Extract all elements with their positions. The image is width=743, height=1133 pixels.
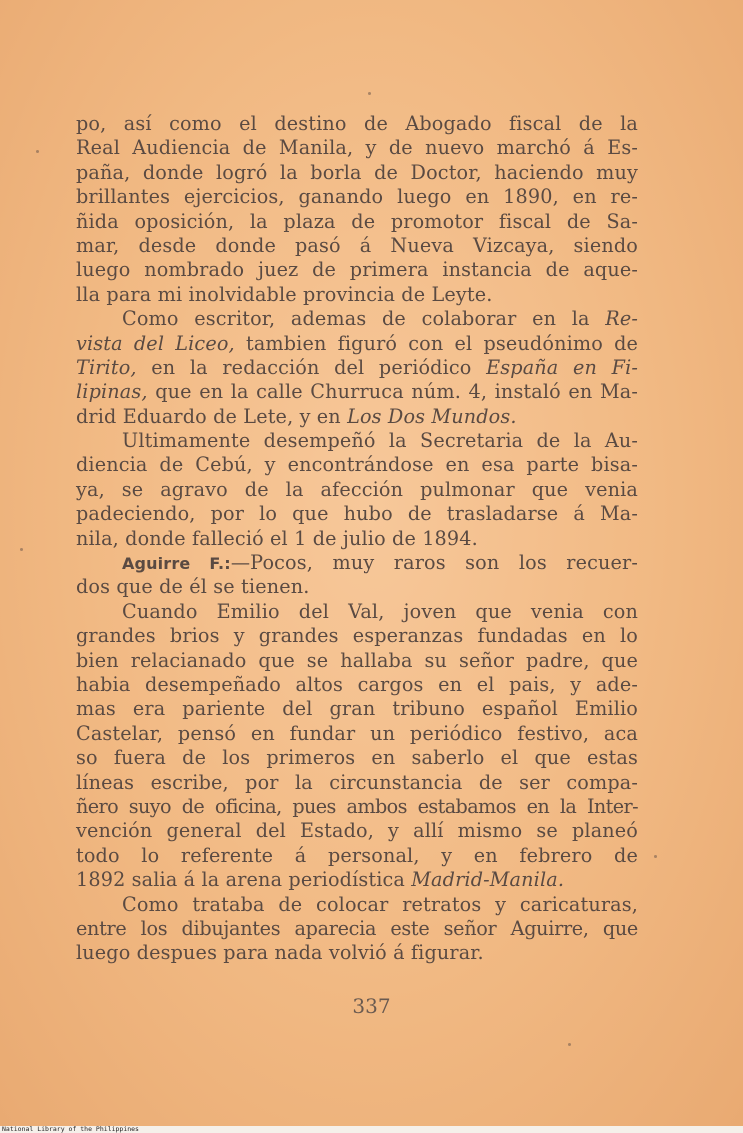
text-line: lla para mi inolvidable provincia de Leyte.: [76, 282, 493, 306]
text-line: mas era pariente del gran tribuno español Emilio: [76, 697, 638, 721]
text-line: brillantes ejercicios, ganando luego en 1890, en re-: [76, 185, 638, 209]
text-line: mar, desde donde pasó á Nueva Vizcaya, siendo: [76, 233, 638, 257]
text-line: Castelar, pensó en fundar un periódico festivo, aca: [76, 721, 638, 745]
text-line: todo lo referente á personal, y en febrero de: [76, 843, 638, 867]
text-line: Tirito, en la redacción del periódico España en Fi-: [76, 355, 639, 379]
text-line: ñida oposición, la plaza de promotor fiscal de Sa-: [76, 209, 638, 233]
text-line: po, así como el destino de Abogado fiscal de la: [76, 112, 638, 135]
text-line: nila, donde falleció el 1 de julio de 1894.: [76, 526, 478, 550]
body-text: [76, 112, 638, 966]
text-line: bien relacianado que se hallaba su señor padre, que: [76, 648, 638, 672]
entry-heading: Aguirre F.:: [122, 554, 231, 574]
text-line: ya, se agravo de la afección pulmonar que venia: [76, 477, 638, 501]
text-line: líneas escribe, por la circunstancia de ser compa-: [76, 770, 638, 794]
text-line: vista del Liceo, tambien figuró con el pseudónimo de: [76, 331, 639, 355]
text-line: diencia de Cebú, y encontrándose en esa parte bisa-: [76, 453, 638, 477]
text-line: Real Audiencia de Manila, y de nuevo marchó á Es-: [76, 136, 638, 160]
text-line: lipinas, que en la calle Churruca núm. 4, instaló en Ma-: [76, 380, 639, 404]
text-line: drid Eduardo de Lete, y en Los Dos Mundos.: [76, 404, 517, 428]
text-line: dos que de él se tienen.: [76, 575, 310, 599]
text-line: so fuera de los primeros en saberlo el que estas: [76, 746, 638, 770]
text-line: luego nombrado juez de primera instancia de aque-: [76, 258, 638, 282]
text-line: vención general del Estado, y allí mismo se planeó: [76, 819, 638, 843]
library-credit: National Library of the Philippines: [2, 1125, 139, 1133]
text-line: habia desempeñado altos cargos en el pais, y ade-: [76, 672, 638, 696]
text-line: Ultimamente desempeñó la Secretaria de la Au-: [122, 429, 638, 453]
text-line: Como trataba de colocar retratos y caricaturas,: [122, 892, 638, 916]
text-line: paña, donde logró la borla de Doctor, haciendo muy: [76, 160, 638, 184]
text-line: ñero suyo de oficina, pues ambos estabamos en la Inter-: [76, 794, 638, 818]
text-line: padeciendo, por lo que hubo de trasladarse á Ma-: [76, 502, 638, 526]
text-line: 1892 salia á la arena periodística Madrid-Manila.: [76, 868, 565, 892]
text-line: Como escritor, ademas de colaborar en la Re-: [122, 307, 639, 331]
text-line: luego despues para nada volvió á figurar.: [76, 941, 484, 965]
text-line: Cuando Emilio del Val, joven que venia con: [122, 599, 638, 623]
text-line: entre los dibujantes aparecia este señor Aguirre, que: [76, 916, 638, 940]
page-number: 337: [352, 994, 391, 1018]
text-line: Aguirre F.:—Pocos, muy raros son los recuer-: [122, 551, 638, 575]
text-line: grandes brios y grandes esperanzas fundadas en lo: [76, 624, 638, 648]
